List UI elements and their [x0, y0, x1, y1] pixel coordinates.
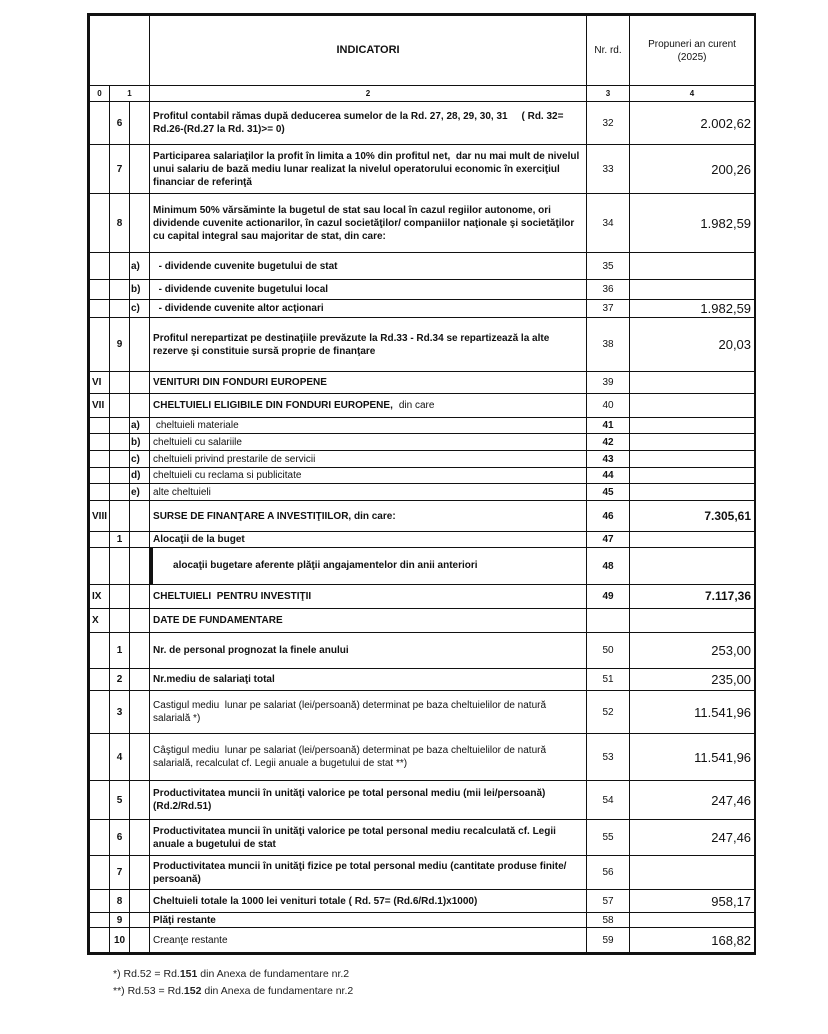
sub-letter-cell — [130, 734, 150, 781]
section-roman-cell — [90, 468, 110, 484]
item-number-cell — [110, 451, 130, 468]
value-cell: 7.305,61 — [630, 501, 755, 532]
indicator-text: Profitul contabil rămas după deducerea sumelor de la Rd. 27, 28, 29, 30, 31 ( Rd. 32= Rd.26-(Rd.27 la Rd. 31)>= 0) — [153, 111, 567, 135]
indicator-cell — [150, 820, 587, 856]
indicator-text: cheltuieli cu salariile — [153, 436, 242, 448]
table-row — [90, 781, 755, 820]
value-cell: 7.117,36 — [630, 585, 755, 609]
footnote-1-suffix: din Anexa de fundamentare nr.2 — [197, 968, 350, 980]
table-row — [90, 501, 755, 532]
section-roman-cell — [90, 280, 110, 300]
sub-letter-cell — [130, 145, 150, 194]
table-row — [90, 585, 755, 609]
item-number-cell: 8 — [110, 194, 130, 253]
section-roman-cell — [90, 532, 110, 548]
indicator-text: Plăţi restante — [153, 914, 216, 926]
value-cell: 11.541,96 — [630, 734, 755, 781]
index-col-4: 4 — [630, 86, 755, 102]
table-row — [90, 300, 755, 318]
sub-letter-cell — [130, 194, 150, 253]
item-number-cell: 3 — [110, 691, 130, 734]
indicator-text: Participarea salariaţilor la profit în limita a 10% din profitul net, dar nu mai mult de nivelul unui salariu de bază mediu lunar realizat la nivelul operatorului economic în exerciţiul financiar de referinţă — [153, 150, 583, 188]
table-row — [90, 548, 755, 585]
section-roman-cell — [90, 318, 110, 372]
sub-letter-cell: b) — [130, 434, 150, 451]
table-row — [90, 633, 755, 669]
index-col-0: 0 — [90, 86, 110, 102]
header-propuneri-label: Propuneri an curent — [648, 38, 736, 50]
indicator-cell — [150, 734, 587, 781]
table-row — [90, 856, 755, 890]
indicator-text: VENITURI DIN FONDURI EUROPENE — [153, 377, 327, 388]
indicators-table — [87, 13, 756, 955]
value-cell — [630, 609, 755, 633]
indicator-cell — [150, 913, 587, 928]
section-roman-cell — [90, 102, 110, 145]
item-number-cell: 7 — [110, 145, 130, 194]
value-cell — [630, 280, 755, 300]
row-number-cell: 44 — [587, 468, 630, 484]
item-number-cell — [110, 253, 130, 280]
sub-letter-cell — [130, 669, 150, 691]
indicator-cell — [150, 585, 587, 609]
value-cell — [630, 372, 755, 394]
indicator-cell — [150, 468, 587, 484]
indicator-cell — [150, 418, 587, 434]
table-row — [90, 913, 755, 928]
row-number-cell: 36 — [587, 280, 630, 300]
indicator-text: cheltuieli cu reclama si publicitate — [153, 470, 302, 481]
header-empty-cell — [90, 16, 150, 86]
row-number-cell: 38 — [587, 318, 630, 372]
section-roman-cell: VII — [90, 394, 110, 418]
table-row — [90, 609, 755, 633]
item-number-cell — [110, 585, 130, 609]
sub-letter-cell — [130, 928, 150, 953]
indicator-cell — [150, 609, 587, 633]
item-number-cell: 4 — [110, 734, 130, 781]
table-row — [90, 890, 755, 913]
value-cell — [630, 468, 755, 484]
section-roman-cell — [90, 928, 110, 953]
item-number-cell: 8 — [110, 890, 130, 913]
index-col-2: 2 — [150, 86, 587, 102]
row-number-cell: 41 — [587, 418, 630, 434]
footnote-1-prefix: *) Rd.52 = Rd. — [113, 968, 180, 980]
row-number-cell — [587, 609, 630, 633]
indicator-cell — [150, 102, 587, 145]
indicator-cell — [150, 194, 587, 253]
section-roman-cell — [90, 451, 110, 468]
value-cell: 168,82 — [630, 928, 755, 953]
indicator-cell — [150, 318, 587, 372]
sub-letter-cell: c) — [130, 451, 150, 468]
row-number-cell: 43 — [587, 451, 630, 468]
sub-letter-cell — [130, 501, 150, 532]
sub-letter-cell — [130, 532, 150, 548]
item-number-cell: 6 — [110, 820, 130, 856]
indicator-text: cheltuieli privind prestarile de servicii — [153, 453, 316, 465]
table-row — [90, 928, 755, 953]
section-roman-cell — [90, 194, 110, 253]
table-row — [90, 734, 755, 781]
indicator-text: - dividende cuvenite altor acţionari — [153, 303, 324, 314]
row-number-cell: 48 — [587, 548, 630, 585]
indicator-text: - dividende cuvenite bugetului local — [153, 284, 329, 295]
indicator-text: Câştigul mediu lunar pe salariat (lei/persoană) determinat pe baza cheltuielilor de natură salarială, recalculat cf. Legii anuale a bugetului de stat **) — [153, 745, 549, 769]
indicator-text: - dividende cuvenite bugetului de stat — [153, 260, 338, 272]
sub-letter-cell — [130, 609, 150, 633]
row-number-cell: 56 — [587, 856, 630, 890]
section-roman-cell — [90, 913, 110, 928]
indicator-cell — [150, 253, 587, 280]
table-row — [90, 820, 755, 856]
row-number-cell: 51 — [587, 669, 630, 691]
section-roman-cell — [90, 820, 110, 856]
value-cell: 11.541,96 — [630, 691, 755, 734]
indicator-cell — [150, 394, 587, 418]
sub-letter-cell — [130, 585, 150, 609]
indicator-cell — [150, 890, 587, 913]
indicator-cell — [150, 372, 587, 394]
footnote-2 — [113, 983, 353, 1000]
value-cell: 2.002,62 — [630, 102, 755, 145]
sub-letter-cell — [130, 372, 150, 394]
indicator-text: alocaţii bugetare aferente plăţii angajamentelor din anii anteriori — [150, 548, 586, 584]
row-number-cell: 59 — [587, 928, 630, 953]
row-number-cell: 37 — [587, 300, 630, 318]
indicator-cell — [150, 451, 587, 468]
index-row — [90, 86, 755, 102]
item-number-cell: 5 — [110, 781, 130, 820]
row-number-cell: 35 — [587, 253, 630, 280]
item-number-cell — [110, 434, 130, 451]
value-cell: 1.982,59 — [630, 194, 755, 253]
header-nr-rd: Nr. rd. — [587, 16, 630, 86]
item-number-cell — [110, 468, 130, 484]
value-cell: 1.982,59 — [630, 300, 755, 318]
indicator-cell — [150, 280, 587, 300]
indicator-text: DATE DE FUNDAMENTARE — [153, 615, 283, 626]
value-cell — [630, 434, 755, 451]
indicator-text: Productivitatea muncii în unităţi valorice pe total personal mediu (mii lei/persoană) (Rd.2/Rd.51) — [153, 788, 549, 812]
row-number-cell: 57 — [587, 890, 630, 913]
row-number-cell: 32 — [587, 102, 630, 145]
indicator-text: SURSE DE FINANŢARE A INVESTIŢIILOR, din care: — [153, 510, 396, 522]
item-number-cell — [110, 394, 130, 418]
indicator-cell — [150, 300, 587, 318]
section-roman-cell — [90, 669, 110, 691]
sub-letter-cell: e) — [130, 484, 150, 501]
item-number-cell: 9 — [110, 913, 130, 928]
footnote-2-prefix: **) Rd.53 = Rd. — [113, 985, 184, 997]
indicator-text: Profitul nerepartizat pe destinaţiile prevăzute la Rd.33 - Rd.34 se repartizează la alte rezerve şi constituie sursă proprie de finanţare — [153, 332, 553, 357]
section-roman-cell — [90, 633, 110, 669]
value-cell: 20,03 — [630, 318, 755, 372]
value-cell — [630, 253, 755, 280]
row-number-cell: 47 — [587, 532, 630, 548]
section-roman-cell — [90, 548, 110, 585]
item-number-cell: 6 — [110, 102, 130, 145]
table-row — [90, 434, 755, 451]
sub-letter-cell — [130, 102, 150, 145]
indicator-cell — [150, 532, 587, 548]
section-roman-cell — [90, 300, 110, 318]
sub-letter-cell — [130, 691, 150, 734]
indicator-text: CHELTUIELI ELIGIBILE DIN FONDURI EUROPENE, — [153, 400, 393, 411]
table-row — [90, 280, 755, 300]
section-roman-cell: VIII — [90, 501, 110, 532]
sub-letter-cell: a) — [130, 418, 150, 434]
table-row — [90, 194, 755, 253]
header-year: (2025) — [677, 51, 707, 63]
row-number-cell: 55 — [587, 820, 630, 856]
table-row — [90, 394, 755, 418]
sub-letter-cell — [130, 548, 150, 585]
row-number-cell: 54 — [587, 781, 630, 820]
sub-letter-cell — [130, 890, 150, 913]
row-number-cell: 42 — [587, 434, 630, 451]
item-number-cell — [110, 300, 130, 318]
item-number-cell — [110, 501, 130, 532]
value-cell: 958,17 — [630, 890, 755, 913]
footnote-2-bold: 152 — [183, 985, 202, 997]
sub-letter-cell — [130, 318, 150, 372]
indicator-text: Nr.mediu de salariaţi total — [153, 674, 275, 685]
value-cell: 200,26 — [630, 145, 755, 194]
indicator-text: Minimum 50% vărsăminte la bugetul de stat sau local în cazul regiilor autonome, ori dividende cuvenite actionarilor, în cazul societăţilor/ companiilor naţionale şi societăţilor cu capital integral sau majoritar de stat, din care: — [153, 204, 578, 242]
header-row — [90, 16, 755, 86]
value-cell: 247,46 — [630, 781, 755, 820]
footnote-1 — [113, 966, 353, 983]
indicator-text: CHELTUIELI PENTRU INVESTIŢII — [153, 591, 312, 602]
section-roman-cell — [90, 145, 110, 194]
section-roman-cell — [90, 781, 110, 820]
section-roman-cell — [90, 253, 110, 280]
sub-letter-cell — [130, 633, 150, 669]
section-roman-cell — [90, 418, 110, 434]
table-row — [90, 691, 755, 734]
sub-letter-cell: d) — [130, 468, 150, 484]
indicator-text: Cheltuieli totale la 1000 lei venituri totale ( Rd. 57= (Rd.6/Rd.1)x1000) — [153, 895, 478, 907]
row-number-cell: 50 — [587, 633, 630, 669]
value-cell — [630, 394, 755, 418]
row-number-cell: 39 — [587, 372, 630, 394]
value-cell — [630, 484, 755, 501]
value-cell — [630, 913, 755, 928]
value-cell — [630, 451, 755, 468]
indicator-cell — [150, 548, 587, 585]
header-propuneri — [630, 16, 755, 86]
section-roman-cell — [90, 484, 110, 501]
item-number-cell: 9 — [110, 318, 130, 372]
row-number-cell: 53 — [587, 734, 630, 781]
indicator-cell — [150, 691, 587, 734]
section-roman-cell — [90, 890, 110, 913]
sub-letter-cell — [130, 856, 150, 890]
indicator-text: Productivitatea muncii în unităţi fizice pe total personal mediu (cantitate produse finite/ persoană) — [153, 860, 570, 885]
row-number-cell: 45 — [587, 484, 630, 501]
item-number-cell — [110, 418, 130, 434]
footnote-2-suffix: din Anexa de fundamentare nr.2 — [201, 985, 354, 997]
table-row — [90, 484, 755, 501]
indicator-cell — [150, 669, 587, 691]
value-cell — [630, 418, 755, 434]
table-row — [90, 318, 755, 372]
table-row — [90, 669, 755, 691]
row-number-cell: 34 — [587, 194, 630, 253]
row-number-cell: 33 — [587, 145, 630, 194]
value-cell — [630, 532, 755, 548]
indicator-cell — [150, 145, 587, 194]
sub-letter-cell: c) — [130, 300, 150, 318]
table-row — [90, 451, 755, 468]
indicator-cell — [150, 501, 587, 532]
item-number-cell — [110, 609, 130, 633]
table-row — [90, 372, 755, 394]
sub-letter-cell — [130, 781, 150, 820]
indicator-text: Nr. de personal prognozat la finele anului — [153, 645, 349, 656]
row-number-cell: 40 — [587, 394, 630, 418]
sub-letter-cell — [130, 913, 150, 928]
item-number-cell — [110, 484, 130, 501]
indicator-text: cheltuieli materiale — [153, 420, 239, 431]
section-roman-cell — [90, 691, 110, 734]
table-row — [90, 145, 755, 194]
indicator-text: Creanţe restante — [153, 934, 228, 946]
sub-letter-cell: b) — [130, 280, 150, 300]
sub-letter-cell — [130, 394, 150, 418]
footnote-1-bold: 151 — [179, 968, 198, 980]
value-cell: 253,00 — [630, 633, 755, 669]
indicator-text: Castigul mediu lunar pe salariat (lei/persoană) determinat pe baza cheltuielilor de natură salarială *) — [153, 700, 549, 724]
row-number-cell: 52 — [587, 691, 630, 734]
indicator-cell — [150, 484, 587, 501]
index-col-3: 3 — [587, 86, 630, 102]
indicator-text: Productivitatea muncii în unităţi valorice pe total personal mediu recalculată cf. Legii anuale a bugetului de stat — [153, 825, 559, 850]
row-number-cell: 58 — [587, 913, 630, 928]
index-col-1: 1 — [110, 86, 150, 102]
indicator-cell — [150, 928, 587, 953]
value-cell: 235,00 — [630, 669, 755, 691]
item-number-cell: 1 — [110, 532, 130, 548]
header-indicatori: INDICATORI — [150, 16, 587, 86]
value-cell: 247,46 — [630, 820, 755, 856]
section-roman-cell — [90, 856, 110, 890]
item-number-cell: 10 — [110, 928, 130, 953]
section-roman-cell — [90, 434, 110, 451]
item-number-cell — [110, 280, 130, 300]
footnotes — [113, 966, 353, 1000]
item-number-cell: 2 — [110, 669, 130, 691]
value-cell — [630, 856, 755, 890]
item-number-cell — [110, 548, 130, 585]
indicator-text: alte cheltuieli — [153, 486, 211, 498]
table-row — [90, 253, 755, 280]
section-roman-cell — [90, 734, 110, 781]
item-number-cell — [110, 372, 130, 394]
indicator-cell — [150, 633, 587, 669]
sub-letter-cell — [130, 820, 150, 856]
section-roman-cell: X — [90, 609, 110, 633]
indicator-text-extra: din care — [398, 400, 435, 411]
indicator-cell — [150, 781, 587, 820]
item-number-cell: 1 — [110, 633, 130, 669]
section-roman-cell: IX — [90, 585, 110, 609]
table-row — [90, 418, 755, 434]
value-cell — [630, 548, 755, 585]
item-number-cell: 7 — [110, 856, 130, 890]
sub-letter-cell: a) — [130, 253, 150, 280]
indicator-text: Alocaţii de la buget — [153, 534, 245, 545]
row-number-cell: 46 — [587, 501, 630, 532]
indicator-cell — [150, 434, 587, 451]
row-number-cell: 49 — [587, 585, 630, 609]
section-roman-cell: VI — [90, 372, 110, 394]
indicator-cell — [150, 856, 587, 890]
table-row — [90, 102, 755, 145]
table-row — [90, 468, 755, 484]
table-row — [90, 532, 755, 548]
